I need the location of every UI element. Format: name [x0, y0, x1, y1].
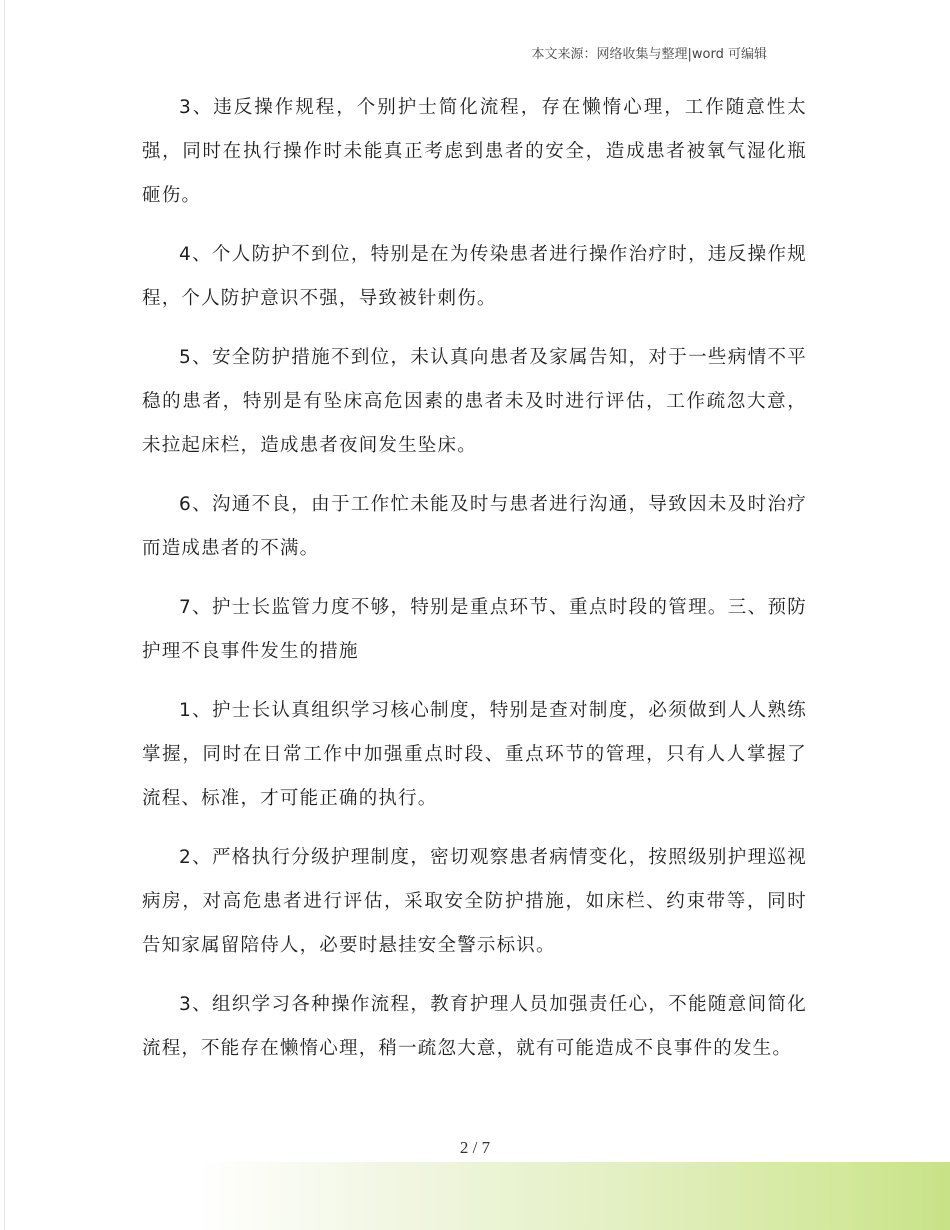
paragraph-measure-training: 3、组织学习各种操作流程，教育护理人员加强责任心，不能随意间简化流程，不能存在懒惰心理，稍一疏忽大意，就有可能造成不良事件的发生。 [142, 994, 807, 1059]
paragraph-measure-core-system: 1、护士长认真组织学习核心制度，特别是查对制度，必须做到人人熟练掌握，同时在日常工作中加强重点时段、重点环节的管理，只有人人掌握了流程、标准，才可能正确的执行。 [142, 700, 807, 809]
page-number: 2 / 7 [459, 1138, 491, 1157]
footer-decorative-band [195, 1162, 950, 1230]
paragraph-supervision: 7、护士长监管力度不够，特别是重点环节、重点时段的管理。三、预防护理不良事件发生的措施 [142, 597, 807, 662]
header-source-note: 本文来源：网络收集与整理|word 可编辑 [531, 47, 767, 62]
paragraph-safety-measures: 5、安全防护措施不到位，未认真向患者及家属告知，对于一些病情不平稳的患者，特别是有坠床高危因素的患者未及时进行评估，工作疏忽大意，未拉起床栏，造成患者夜间发生坠床。 [142, 347, 807, 456]
paragraph-personal-protection: 4、个人防护不到位，特别是在为传染患者进行操作治疗时，违反操作规程，个人防护意识不强，导致被针刺伤。 [142, 244, 807, 309]
paragraph-measure-graded-care: 2、严格执行分级护理制度，密切观察患者病情变化，按照级别护理巡视病房，对高危患者进行评估，采取安全防护措施，如床栏、约束带等，同时告知家属留陪侍人，必要时悬挂安全警示标识。 [142, 847, 807, 956]
paragraph-violation-procedure: 3、违反操作规程，个别护士简化流程，存在懒惰心理，工作随意性太强，同时在执行操作时未能真正考虑到患者的安全，造成患者被氧气湿化瓶砸伤。 [142, 97, 807, 206]
page-edge-divider [4, 0, 5, 1230]
document-body [142, 86, 807, 1086]
paragraph-poor-communication: 6、沟通不良，由于工作忙未能及时与患者进行沟通，导致因未及时治疗而造成患者的不满。 [142, 494, 807, 559]
